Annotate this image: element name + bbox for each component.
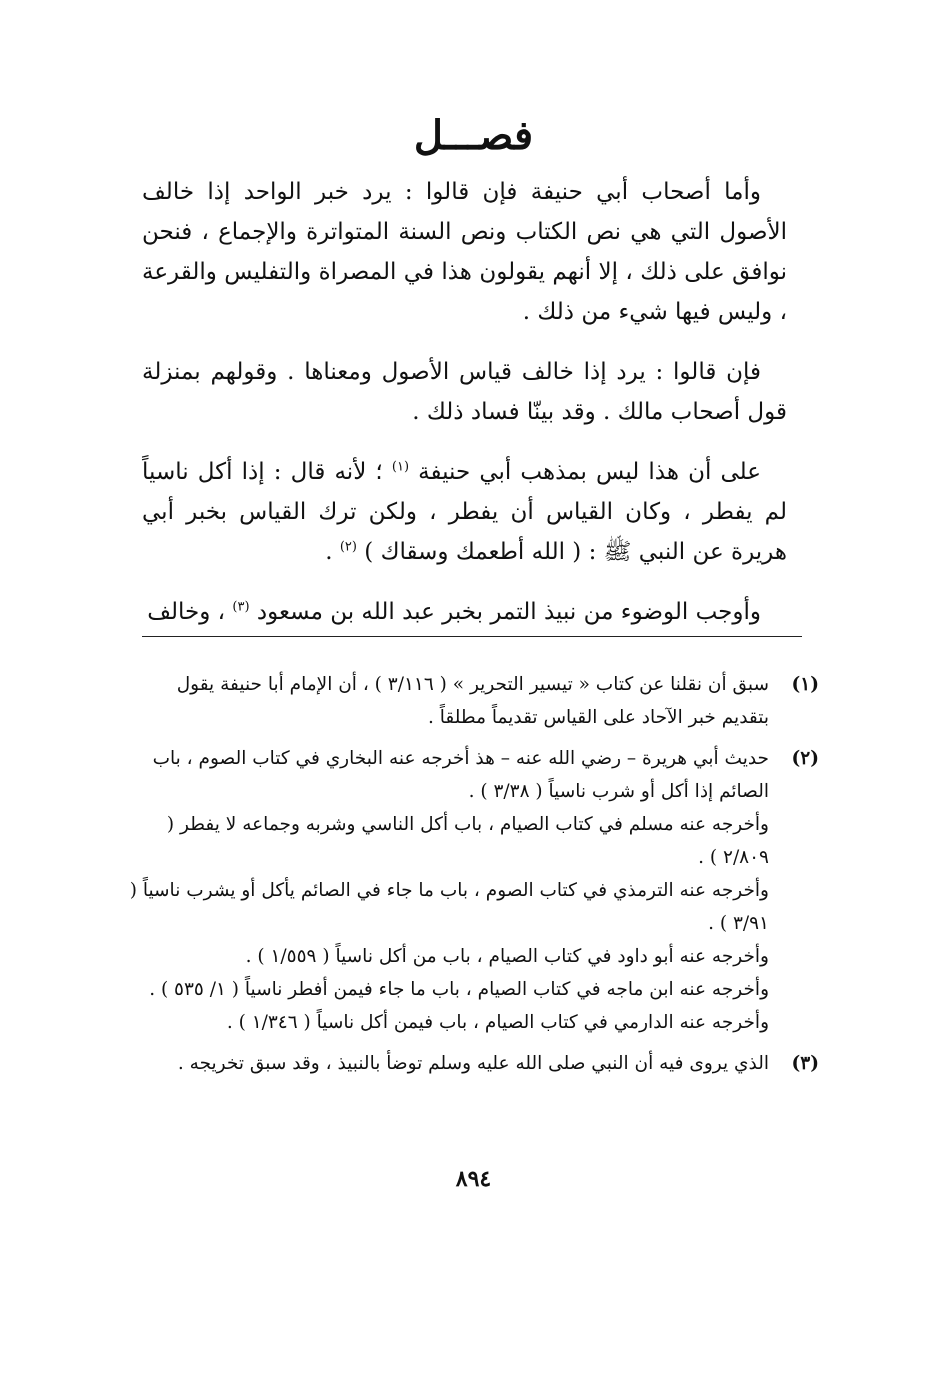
paragraph-2: فإن قالوا : يرد إذا خالف قياس الأصول ومعناها . وقولهم بمنزلة قول أصحاب مالك . وقد بينّا فساد ذلك . [142,359,787,425]
footnote-line: وأخرجه عنه أبو داود في كتاب الصيام ، باب من أكل ناسياً ( ١/٥٥٩ ) . [245,946,769,967]
footnote-body [129,668,769,734]
paragraph-3-part-a: على أن هذا ليس بمذهب أبي حنيفة [418,459,762,485]
paragraph-4-part-b: ، وخالف [147,599,226,625]
footnotes [129,668,819,1088]
footnote-body [129,1047,769,1080]
paragraph-3 [142,452,787,572]
page-number: ٨٩٤ [455,1166,492,1192]
footnote-ref-1: (١) [391,459,410,475]
paragraph-1: وأما أصحاب أبي حنيفة فإن قالوا : يرد خبر الواحد إذا خالف الأصول التي هي نص الكتاب ونص السنة المتواترة والإجماع ، فنحن نوافق على ذلك ، إلا أنهم يقولون هذا في المصراة والتفليس والقرعة ، وليس فيها شيء من ذلك . [142,179,787,325]
footnote-line: وأخرجه عنه الدارمي في كتاب الصيام ، باب فيمن أكل ناسياً ( ١/٣٤٦ ) . [226,1012,769,1033]
footnote-ref-3: (٣) [232,599,250,615]
footnote-number: (٣) [791,1053,819,1074]
footnote-body [129,742,769,1039]
footnote-line: الذي يروى فيه أن النبي صلى الله عليه وسلم توضأ بالنبيذ ، وقد سبق تخريجه . [177,1053,769,1074]
footnote-number: (٢) [791,748,819,769]
footnote-2 [129,742,819,1039]
footnote-divider [142,636,802,637]
footnote-ref-2: (٢) [339,539,357,555]
main-text [142,172,787,632]
footnote-3 [129,1047,819,1080]
footnote-line: وأخرجه عنه مسلم في كتاب الصيام ، باب أكل الناسي وشربه وجماعه لا يفطر ( ٢/٨٠٩ ) . [166,814,769,868]
paragraph-3-part-b: ؛ لأنه قال : إذا أكل ناسياً لم يفطر ، وكان القياس أن يفطر ، ولكن ترك القياس بخبر أبي هريرة عن النبي ﷺ : ( الله أطعمك وسقاك ) [142,459,787,565]
footnote-line: وأخرجه عنه الترمذي في كتاب الصوم ، باب ما جاء في الصائم يأكل أو يشرب ناسياً ( ٣/٩١ ) . [129,880,769,934]
footnote-1 [129,668,819,734]
paragraph-4-part-a: وأوجب الوضوء من نبيذ التمر بخبر عبد الله بن مسعود [256,599,761,625]
section-heading: فصـــل [413,112,534,159]
footnote-line: وأخرجه عنه ابن ماجه في كتاب الصيام ، باب ما جاء فيمن أفطر ناسياً ( ١/ ٥٣٥ ) . [149,979,769,1000]
paragraph-3-part-c: . [325,539,333,565]
footnote-line: سبق أن نقلنا عن كتاب « تيسير التحرير » ( ٣/١١٦ ) ، أن الإمام أبا حنيفة يقول بتقديم خبر الآحاد على القياس تقديماً مطلقاً . [176,674,769,728]
paragraph-4 [142,592,787,632]
footnote-line: حديث أبي هريرة – رضي الله عنه – هذ أخرجه عنه البخاري في كتاب الصوم ، باب الصائم إذا أكل أو شرب ناسياً ( ٣/٣٨ ) . [152,748,769,802]
footnote-number: (١) [791,674,819,695]
